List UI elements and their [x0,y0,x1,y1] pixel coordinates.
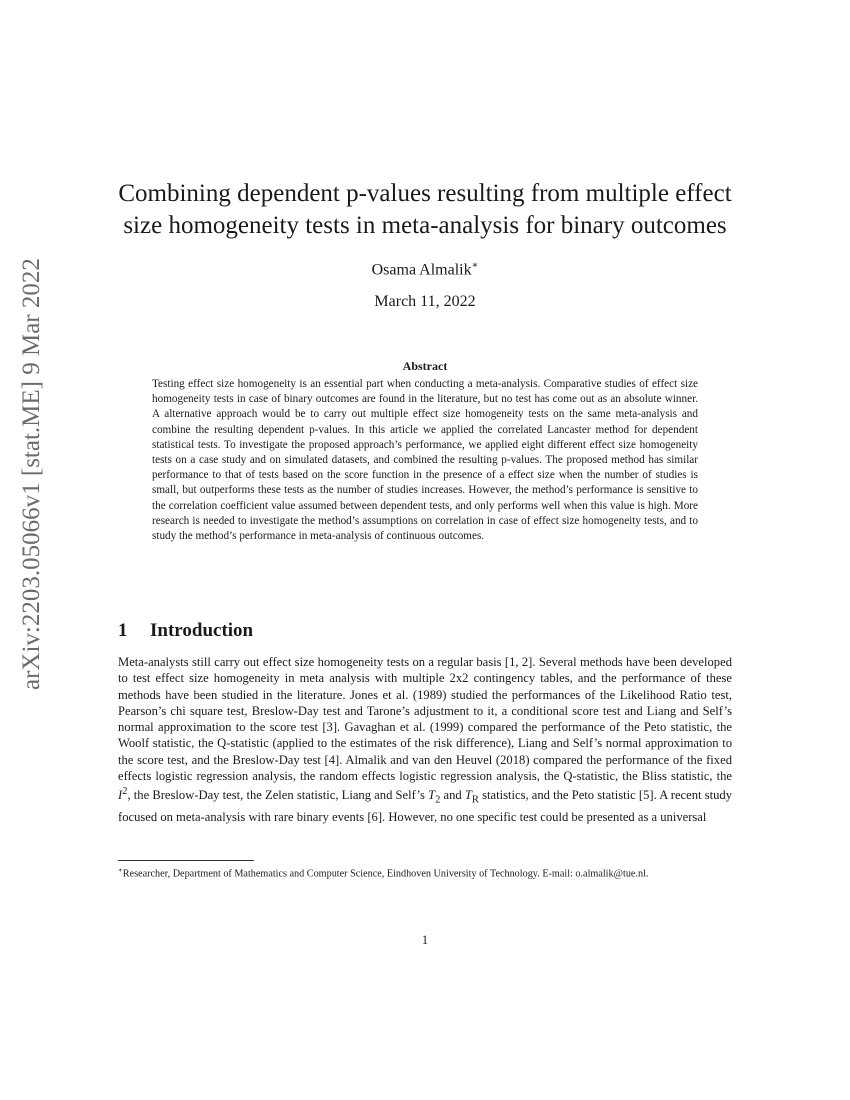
t2-symbol: T [428,788,436,803]
section-title: Introduction [150,620,254,641]
i2-superscript: 2 [122,786,128,798]
page-number: 1 [421,933,429,947]
t2-subscript: 2 [435,795,441,807]
and-connector: and [440,788,465,803]
section-number: 1 [118,620,128,641]
section-heading [118,619,253,643]
footnote-rule [118,860,254,861]
intro-text-part-3: statistics, and the Peto statistic [5]. A recent study focused on meta-analysis with rare binary events [6]. However, no one specific test could be presented as a universal [118,788,732,825]
footnote-text: Researcher, Department of Mathematics and Computer Science, Eindhoven University of Technology. E-mail: o.almalik@tue.nl. [122,868,649,880]
author-line [110,256,740,280]
author-footnote [118,864,732,881]
abstract-text: Testing effect size homogeneity is an essential part when conducting a meta-analysis. Comparative studies of effect size homogeneity tests in case of binary outcomes are found in the literature, but no test has come out as an absolute winner. A alternative approach would be to carry out multiple effect size homogeneity tests on the same meta-analysis and combine the resulting dependent p-values. In this article we applied the correlated Lancaster method for dependent statistical tests. To investigate the proposed approach’s performance, we applied eight different effect size homogeneity tests on a case study and on simulated datasets, and combined the resulting p-values. The proposed method has similar performance to that of tests based on the score function in the presence of a effect size when the number of studies is small, but outperforms these tests as the number of studies increases. However, the method’s performance is sensitive to the correlation coefficient value assumed between dependent tests, and only performs well when this value is high. More research is needed to investigate the method’s assumptions on correlation in case of effect size homogeneity tests, and to study the method’s performance in meta-analysis of continuous outcomes. [152,378,698,543]
tr-subscript: R [471,795,479,807]
tr-symbol: T [464,788,472,803]
footnote-mark: ∗ [118,866,123,874]
author-footnote-mark: ∗ [471,260,479,271]
author-name: Osama Almalik [371,261,472,279]
paper-title: Combining dependent p-values resulting from multiple effect size homogeneity tests in meta-analysis for binary outcomes [118,180,732,239]
arxiv-identifier: arXiv:2203.05066v1 [stat.ME] 9 Mar 2022 [18,258,45,690]
paper-date: March 11, 2022 [374,293,476,310]
introduction-paragraph [118,654,732,826]
i2-symbol: I [118,788,123,803]
intro-text-part-1: Meta-analysts still carry out effect size homogeneity tests on a regular basis [1, 2]. Several methods have been developed to test effect size homogeneity in meta analysis with multiple 2x2 contingency tables, and the performance of these methods have been studied in the literature. Jones et al. (1989) studied the performances of the Likelihood Ratio test, Pearson’s chi square test, Breslow-Day test and Tarone’s adjustment to it, a conditional score test and Liang and Self’s normal approximation to the score test [3]. Gavaghan et al. (1999) compared the performance of the Peto statistic, the Woolf statistic, the Q-statistic (applied to the estimates of the risk difference), Liang and Self’s normal approximation to the score test, and the Breslow-Day test [4]. Almalik and van den Heuvel (2018) compared the performance of the fixed effects logistic regression analysis, the random effects logistic regression analysis, the Q-statistic, the Bliss statistic, the [118,655,732,784]
arxiv-sidebar-stamp [12,258,52,690]
abstract-heading: Abstract [402,359,448,373]
intro-text-part-2: , the Breslow-Day test, the Zelen statistic, Liang and Self’s [127,788,429,803]
